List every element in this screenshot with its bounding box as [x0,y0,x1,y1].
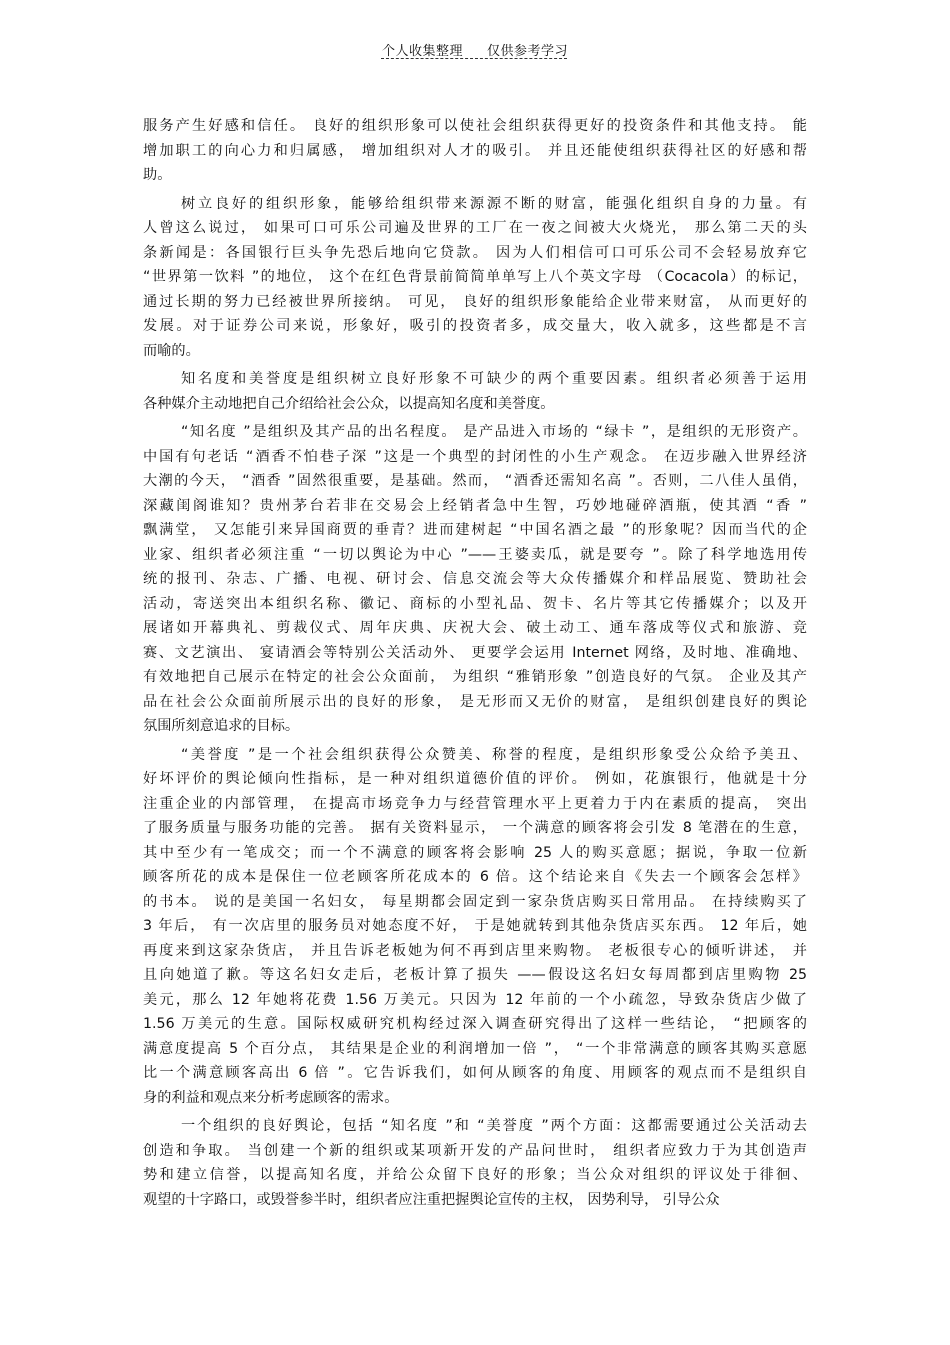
text-line: 中国有句老话 “酒香不怕巷子深 ”这是一个典型的封闭性的小生产观念。 在迈步融入世界经济 [143,448,807,465]
text-line: 各种媒介主动地把自己介绍给社会公众，以提高知名度和美誉度。 [143,395,555,412]
text-line: 深藏闺阁谁知？贵州茅台若非在交易会上经销者急中生智，巧妙地碰碎酒瓶，使其酒 “香 ” [143,497,807,514]
header-label-right: 仅供参考学习 [487,44,569,59]
document-body [143,114,807,1216]
text-line: “知名度 ”是组织及其产品的出名程度。 是产品进入市场的 “绿卡 ”，是组织的无形资产。 [181,424,807,440]
text-line: 展诸如开幕典礼、剪裁仪式、周年庆典、庆祝大会、破土动工、通车落成等仪式和旅游、竞 [143,620,807,636]
text-line: 大潮的今天， “酒香 ”固然很重要，是基础。然而， “酒香还需知名高 ”。否则，二八佳人虽俏， [143,473,807,489]
text-line: 人曾这么说过， 如果可口可乐公司遍及世界的工厂在一夜之间被大火烧光， 那么第二天的头 [143,220,807,236]
text-line: 服务产生好感和信任。 良好的组织形象可以使社会组织获得更好的投资条件和其他支持。 能 [143,118,807,134]
text-line: 其中至少有一笔成交；而一个不满意的顾客将会影响 25 人的购买意愿；据说，争取一位新 [143,844,807,861]
paragraph [143,192,807,364]
text-line: “美誉度 ”是一个社会组织获得公众赞美、称誉的程度，是组织形象受公众给予美丑、 [181,746,807,763]
text-line: “世界第一饮料 ”的地位， 这个在红色背景前简简单单写上八个英文字母 （Cocacola）的标记， [143,269,807,285]
text-line: 满意度提高 5 个百分点， 其结果是企业的利润增加一倍 ”， “一个非常满意的顾客其购买意愿 [143,1040,807,1057]
paragraph [143,1114,807,1212]
text-line: 条新闻是：各国银行巨头争先恐后地向它贷款。 因为人们相信可口可乐公司不会轻易放弃它 [143,244,807,261]
text-line: 一个组织的良好舆论，包括 “知名度 ”和 “美誉度 ”两个方面：这都需要通过公关活动去 [181,1118,807,1134]
text-line: 树立良好的组织形象，能够给组织带来源源不断的财富，能强化组织自身的力量。有 [181,195,807,212]
text-line: 比一个满意顾客高出 6 倍 ”。它告诉我们，如何从顾客的角度、用顾客的观点而不是组织自 [143,1065,807,1081]
paragraph [143,420,807,739]
text-line: 赛、文艺演出、 宴请酒会等特别公关活动外、 更要学会运用 Internet 网络，及时地、准确地、 [143,644,807,661]
paragraph [143,743,807,1111]
header-label-left: 个人收集整理 [381,44,463,59]
text-line: 活动，寄送突出本组织名称、徽记、商标的小型礼品、贺卡、名片等其它传播媒介；以及开 [143,595,807,612]
text-line: 再度来到这家杂货店， 并且告诉老板她为何不再到店里来购物。 老板很专心的倾听讲述， 并 [143,942,807,959]
text-line: 好坏评价的舆论倾向性指标，是一种对组织道德价值的评价。 例如，花旗银行，他就是十分 [143,771,807,787]
text-line: 飘满堂， 又怎能引来异国商贾的垂青？进而建树起 “中国名酒之最 ”的形象呢？因而当代的企 [143,522,807,538]
text-line: 统的报刊、杂志、广播、电视、研讨会、信息交流会等大众传播媒介和样品展览、赞助社会 [143,571,807,587]
text-line: 3 年后， 有一次店里的服务员对她态度不好， 于是她就转到其他杂货店买东西。 12 年后，她 [143,918,807,934]
paragraph [143,367,807,416]
text-line: 发展。对于证券公司来说，形象好，吸引的投资者多，成交量大，收入就多，这些都是不言 [143,318,807,334]
text-line: 身的利益和观点来分析考虑顾客的需求。 [143,1089,399,1106]
text-line: 品在社会公众面前所展示出的良好的形象， 是无形而又无价的财富， 是组织创建良好的舆论 [143,693,807,710]
text-line: 美元，那么 12 年她将花费 1.56 万美元。只因为 12 年前的一个小疏忽，导致杂货店少做了 [143,991,807,1008]
text-line: 通过长期的努力已经被世界所接纳。 可见， 良好的组织形象能给企业带来财富， 从而更好的 [143,293,807,310]
text-line: 业家、组织者必须注重 “一切以舆论为中心 ”——王婆卖瓜，就是要夸 ”。除了科学地选用传 [143,546,807,563]
text-line: 势和建立信誉，以提高知名度，并给公众留下良好的形象；当公众对组织的评议处于徘徊、 [143,1167,807,1183]
text-line: 增加职工的向心力和归属感， 增加组织对人才的吸引。 并且还能使组织获得社区的好感和帮 [143,142,807,159]
page-header [0,40,950,59]
text-line: 助。 [143,167,172,183]
text-line: 的书本。 说的是美国一名妇女， 每星期都会固定到一家杂货店购买日常用品。 在持续购买了 [143,893,807,910]
text-line: 顾客所花的成本是保住一位老顾客所花成本的 6 倍。这个结论来自《失去一个顾客会怎样》 [143,869,807,885]
text-line: 观望的十字路口，或毁誉参半时，组织者应注重把握舆论宣传的主权， 因势利导， 引导公众 [143,1191,720,1208]
text-line: 注重企业的内部管理， 在提高市场竞争力与经营管理水平上更着力于内在素质的提高， 突出 [143,795,807,812]
text-line: 有效地把自己展示在特定的社会公众面前， 为组织 “雅销形象 ”创造良好的气氛。 企业及其产 [143,669,807,685]
text-line: 氛围所刻意追求的目标。 [143,718,300,734]
text-line: 了服务质量与服务功能的完善。 据有关资料显示， 一个满意的顾客将会引发 8 笔潜在的生意， [143,820,807,836]
paragraph [143,114,807,188]
text-line: 而喻的。 [143,342,200,359]
header-divider [381,58,567,59]
text-line: 创造和争取。 当创建一个新的组织或某项新开发的产品问世时， 组织者应致力于为其创造声 [143,1142,807,1159]
text-line: 且向她道了歉。等这名妇女走后，老板计算了损失 ——假设这名妇女每周都到店里购物 25 [143,967,807,983]
text-line: 1.56 万美元的生意。国际权威研究机构经过深入调查研究得出了这样一些结论， “把顾客的 [143,1016,807,1032]
text-line: 知名度和美誉度是组织树立良好形象不可缺少的两个重要因素。组织者必须善于运用 [181,371,807,387]
